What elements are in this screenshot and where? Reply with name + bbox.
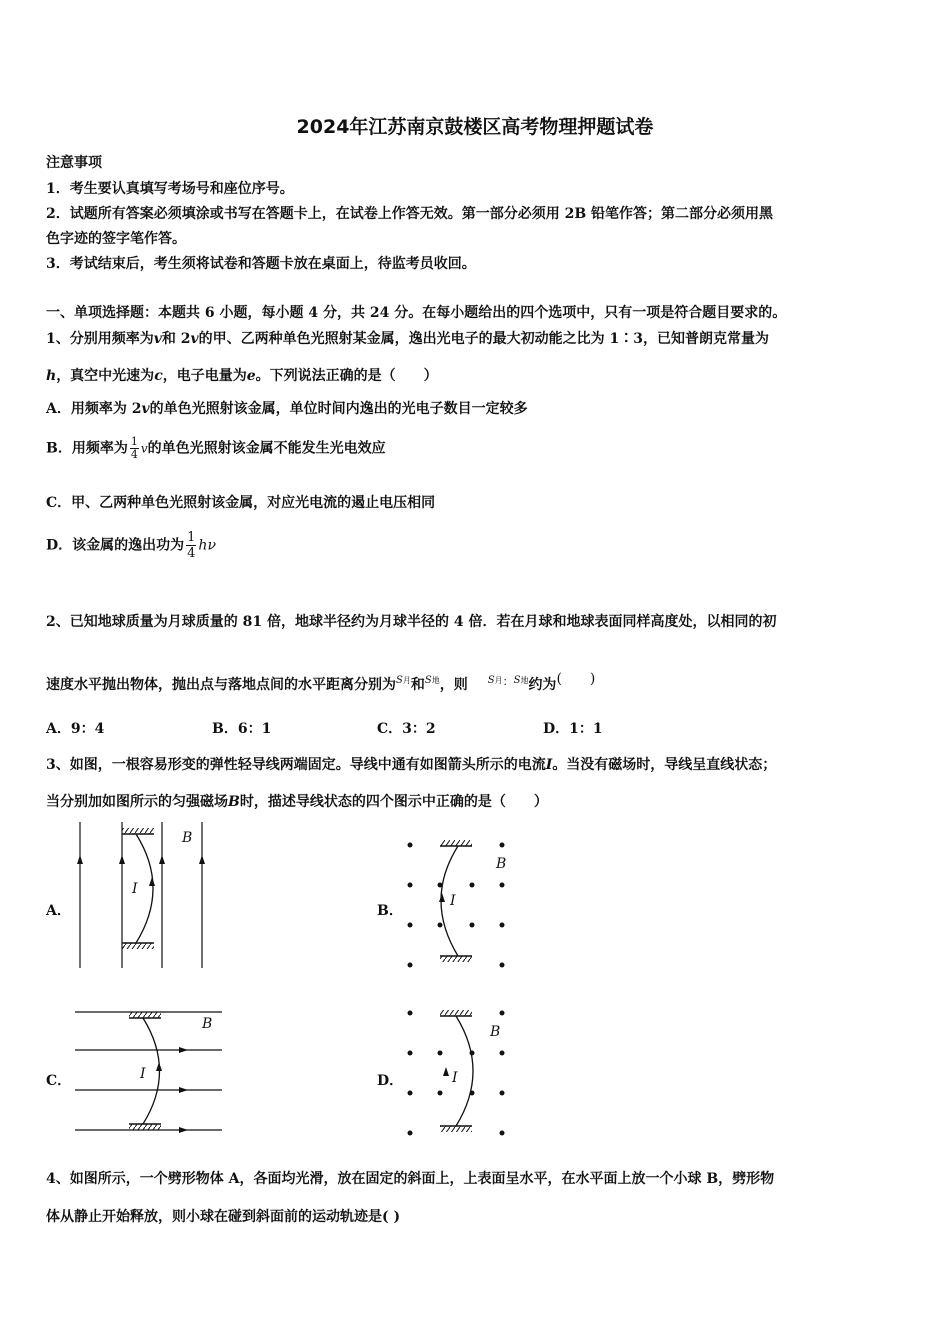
- fraction-numerator: 1: [130, 435, 138, 448]
- fixed-support: [129, 1124, 161, 1130]
- question-2-line2: [46, 668, 595, 694]
- field-arrow: [159, 855, 165, 864]
- question-3-line2: [46, 791, 548, 811]
- field-arrow: [179, 1047, 188, 1053]
- wire: [456, 1016, 473, 1126]
- fixed-support: [440, 956, 472, 962]
- q1-symbol: c: [154, 368, 163, 384]
- field-arrow: [199, 855, 205, 864]
- current-arrow: [156, 1062, 162, 1071]
- q3-text: 。当没有磁场时，导线呈直线状态；: [552, 757, 777, 773]
- q2-symbol: S地: [424, 675, 440, 686]
- fraction-numerator: 1: [187, 530, 196, 545]
- option-text: 的单色光照射该金属不能发生光电效应: [147, 440, 386, 457]
- q2-text: ：: [502, 675, 514, 688]
- q3-text: 当分别加如图所示的匀强磁场: [46, 794, 228, 810]
- q2-symbol: S月: [487, 675, 503, 686]
- q2-option-a[interactable]: A．9：4: [46, 721, 105, 737]
- label-b: B: [182, 830, 193, 846]
- label-b: B: [496, 856, 507, 872]
- label-b: B: [490, 1024, 501, 1040]
- q1-symbol: v: [141, 401, 150, 417]
- q1-option-d[interactable]: [46, 530, 216, 561]
- q2-option-b[interactable]: B．6：1: [212, 721, 272, 737]
- fraction: [130, 436, 139, 461]
- fixed-support: [440, 1010, 472, 1016]
- q1-text: ，真空中光速为: [56, 368, 155, 384]
- q1-option-b[interactable]: [46, 436, 386, 461]
- question-2-line1: 2、已知地球质量为月球质量的 81 倍，地球半径约为月球半径的 4 倍．若在月球和地球表面同样高度处，以相同的初: [46, 614, 777, 630]
- fraction-denominator: 4: [187, 546, 196, 561]
- q1-text: 。下列说法正确的是（ ）: [255, 368, 438, 384]
- wire: [143, 1018, 160, 1124]
- field-arrow: [119, 855, 125, 864]
- label-i: I: [450, 893, 456, 909]
- fraction: [186, 530, 196, 561]
- current-arrow: [439, 893, 445, 902]
- q3-symbol: B: [228, 794, 240, 810]
- fixed-support: [129, 1012, 161, 1018]
- field-dots: [408, 1011, 505, 1136]
- figure-a: [77, 822, 205, 968]
- option-text: D．该金属的逸出功为: [46, 537, 185, 554]
- q2-text: ，则: [439, 677, 468, 693]
- wire: [441, 846, 458, 956]
- q3-text: 时，描述导线状态的四个图示中正确的是（ ）: [239, 794, 548, 810]
- q1-option-c[interactable]: C．甲、乙两种单色光照射该金属，对应光电流的遏止电压相同: [46, 495, 436, 511]
- q1-symbol: v: [153, 331, 162, 347]
- q1-text: ，电子电量为: [162, 368, 247, 384]
- figure-c: [75, 1012, 222, 1133]
- label-i: I: [140, 1066, 146, 1082]
- q1-text: 1、分别用频率为: [46, 331, 154, 347]
- fixed-support: [440, 840, 472, 846]
- q2-text: 和: [410, 677, 425, 693]
- q2-symbol: S地: [513, 675, 529, 686]
- option-text: A．用频率为 2: [46, 401, 142, 417]
- q2-option-c[interactable]: C．3：2: [377, 721, 436, 737]
- q2-symbol: S月: [396, 675, 411, 686]
- q1-symbol: h: [46, 368, 57, 384]
- notice-item: 3．考试结束后，考生须将试卷和答题卡放在桌面上，待监考员收回。: [46, 256, 476, 272]
- q1-option-a[interactable]: [46, 398, 528, 418]
- fixed-support: [122, 943, 154, 949]
- option-text: B．用频率为: [46, 440, 128, 457]
- q3-text: 3、如图，一根容易形变的弹性轻导线两端固定。导线中通有如图箭头所示的电流: [46, 757, 546, 773]
- q2-text: 约为: [528, 677, 557, 693]
- label-i: I: [452, 1070, 458, 1086]
- page-title: 2024年江苏南京鼓楼区高考物理押题试卷: [296, 116, 654, 138]
- q3-option-c-label[interactable]: C．: [46, 1073, 72, 1089]
- current-arrow: [149, 877, 155, 886]
- question-3-line1: [46, 754, 776, 774]
- section-heading: 一、单项选择题：本题共 6 小题，每小题 4 分，共 24 分。在每小题给出的四个选项中，只有一项是符合题目要求的。: [46, 305, 787, 321]
- wire: [136, 834, 153, 943]
- q1-symbol: v: [140, 441, 148, 456]
- q1-symbol: hν: [198, 537, 216, 554]
- field-arrow: [77, 855, 83, 864]
- q3-option-b-label[interactable]: B．: [377, 903, 403, 919]
- q3-option-a-label[interactable]: A．: [46, 903, 71, 919]
- label-i: I: [132, 881, 138, 897]
- q3-symbol: I: [545, 757, 553, 773]
- field-arrow: [179, 1087, 188, 1093]
- q1-text: 和 2: [161, 331, 191, 347]
- figure-d: [408, 1010, 505, 1136]
- q1-text: 的甲、乙两种单色光照射某金属，逸出光电子的最大初动能之比为 1∶3，已知普朗克常量为: [198, 331, 770, 347]
- question-4-line2: 体从静止开始释放，则小球在碰到斜面前的运动轨迹是( ): [46, 1209, 401, 1225]
- question-4-line1: 4、如图所示，一个劈形物体 A，各面均光滑，放在固定的斜面上，上表面呈水平，在水平面上放一个小球 B，劈形物: [46, 1171, 775, 1187]
- q1-symbol: v: [190, 331, 199, 347]
- notice-item: 2．试题所有答案必须填涂或书写在答题卡上，在试卷上作答无效。第一部分必须用 2B 铅笔作答；第二部分必须用黑: [46, 206, 774, 222]
- figure-b: [408, 840, 507, 968]
- option-text: 的单色光照射该金属，单位时间内逸出的光电子数目一定较多: [149, 401, 528, 417]
- q2-text: 速度水平抛出物体，抛出点与落地点间的水平距离分别为: [46, 677, 396, 693]
- field-dots: [408, 843, 505, 968]
- field-arrow: [179, 1127, 188, 1133]
- notice-item: 1．考生要认真填写考场号和座位序号。: [46, 181, 294, 197]
- fixed-support: [440, 1126, 472, 1132]
- notice-item: 色字迹的签字笔作答。: [46, 231, 186, 247]
- notice-heading: 注意事项: [46, 155, 102, 171]
- question-1-line2: [46, 365, 438, 385]
- question-1-line1: [46, 328, 769, 348]
- fraction-denominator: 4: [130, 448, 138, 461]
- current-arrow: [443, 1067, 449, 1076]
- q2-text: ( ): [556, 671, 596, 687]
- q2-option-d[interactable]: D．1：1: [543, 721, 603, 737]
- fixed-support: [122, 828, 154, 834]
- q3-option-d-label[interactable]: D．: [377, 1073, 404, 1089]
- label-b: B: [202, 1016, 213, 1032]
- q1-symbol: e: [246, 368, 256, 384]
